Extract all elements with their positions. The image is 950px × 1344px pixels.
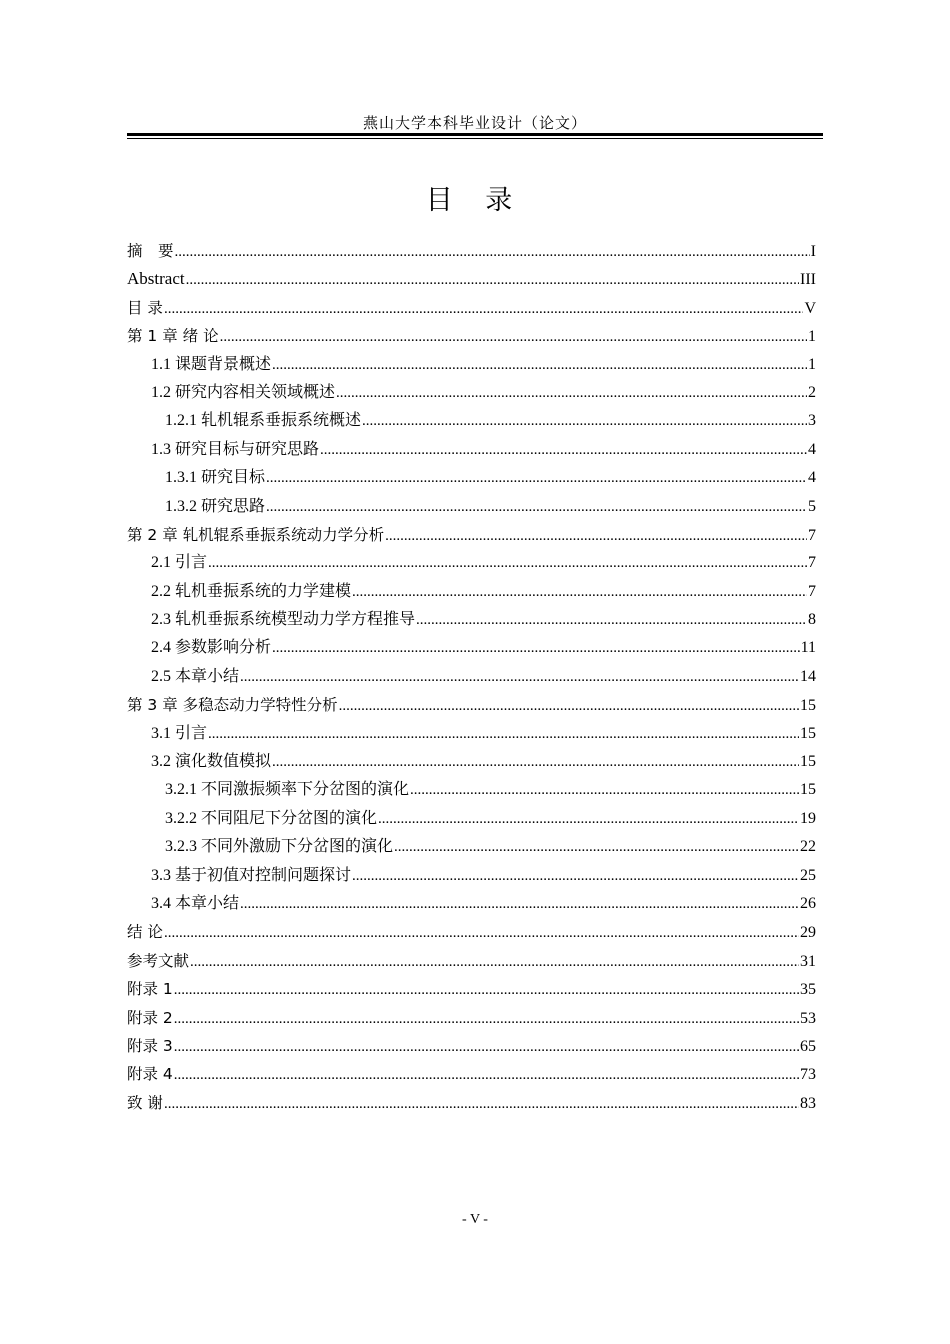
toc-leader-dots — [336, 379, 807, 407]
toc-entry-page: 25 — [800, 866, 816, 884]
toc-entry-page: 11 — [800, 639, 816, 657]
toc-leader-dots — [164, 918, 799, 947]
toc-entry-label: 摘 要 — [127, 242, 174, 260]
toc-entry[interactable] — [127, 237, 816, 265]
toc-entry-label: Abstract — [127, 269, 185, 289]
toc-entry-label: 3.3 基于初值对控制问题探讨 — [151, 866, 352, 884]
toc-entry-page: 26 — [800, 894, 816, 912]
toc-leader-dots — [220, 322, 807, 351]
toc-leader-dots — [266, 493, 807, 521]
toc-entry-page: 35 — [800, 981, 816, 999]
toc-leader-dots — [394, 833, 799, 861]
toc-entry-label: 附录 4 — [127, 1065, 173, 1084]
toc-entry-page: 15 — [800, 697, 816, 715]
toc-entry[interactable] — [127, 1060, 816, 1088]
toc-entry-label: 3.2.2 不同阻尼下分岔图的演化 — [165, 809, 378, 827]
toc-entry[interactable] — [127, 776, 816, 804]
toc-entry[interactable] — [127, 947, 816, 975]
toc-entry-page: 65 — [800, 1037, 816, 1055]
toc-entry-page: 7 — [808, 526, 816, 544]
toc-leader-dots — [362, 407, 807, 435]
toc-entry-page: 53 — [800, 1009, 816, 1027]
toc-leader-dots — [272, 634, 800, 662]
page-title: 目 录 — [425, 185, 525, 216]
toc-entry-page: 19 — [800, 809, 816, 827]
toc-entry[interactable] — [127, 862, 816, 890]
toc-entry-label: 1.3.1 研究目标 — [165, 469, 266, 487]
toc-entry-page: 31 — [800, 952, 816, 970]
toc-entry[interactable] — [127, 493, 816, 521]
header-rule-thick — [127, 133, 823, 136]
toc-entry-label: 第 2 章 轧机辊系垂振系统动力学分析 — [127, 525, 385, 544]
toc-entry-label: 3.2.1 不同激振频率下分岔图的演化 — [165, 781, 410, 799]
toc-entry[interactable] — [127, 265, 816, 293]
toc-entry-page: 15 — [800, 781, 816, 799]
toc-entry-label: 3.2.3 不同外激励下分岔图的演化 — [165, 838, 394, 856]
toc-entry[interactable] — [127, 663, 816, 691]
toc-entry-label: 2.4 参数影响分析 — [151, 639, 272, 657]
toc-entry[interactable] — [127, 1032, 816, 1060]
toc-entry[interactable] — [127, 407, 816, 435]
toc-entry-label: 第 1 章 绪 论 — [127, 327, 219, 346]
toc-entry[interactable] — [127, 464, 816, 492]
toc-leader-dots — [164, 294, 804, 323]
toc-entry-page: 3 — [808, 412, 816, 430]
toc-entry[interactable] — [127, 1004, 816, 1032]
toc-entry-page: 4 — [808, 469, 816, 487]
toc-leader-dots — [174, 1004, 799, 1033]
toc-entry[interactable] — [127, 975, 816, 1003]
toc-entry[interactable] — [127, 294, 816, 322]
toc-entry-label: 1.3.2 研究思路 — [165, 497, 266, 515]
page-number: - V - — [462, 1212, 488, 1227]
toc-entry-label: 附录 1 — [127, 980, 173, 999]
toc-leader-dots — [352, 862, 799, 890]
toc-entry[interactable] — [127, 1089, 816, 1117]
toc-entry[interactable] — [127, 833, 816, 861]
toc-entry-page: 83 — [800, 1094, 816, 1112]
toc-leader-dots — [175, 237, 810, 266]
toc-entry-page: 5 — [808, 497, 816, 515]
toc-leader-dots — [240, 890, 799, 918]
toc-leader-dots — [385, 521, 807, 550]
toc-leader-dots — [352, 578, 807, 606]
toc-leader-dots — [208, 720, 799, 748]
toc-entry[interactable] — [127, 691, 816, 719]
toc-entry-page: 2 — [808, 383, 816, 401]
toc-entry-label: 2.5 本章小结 — [151, 667, 240, 685]
toc-leader-dots — [272, 351, 807, 379]
toc-entry-page: 73 — [800, 1066, 816, 1084]
toc-leader-dots — [378, 805, 799, 833]
toc-entry[interactable] — [127, 890, 816, 918]
toc-entry[interactable] — [127, 436, 816, 464]
toc-leader-dots — [174, 1032, 799, 1061]
toc-entry-label: 2.1 引言 — [151, 554, 208, 572]
toc-entry[interactable] — [127, 918, 816, 946]
toc-leader-dots — [174, 975, 799, 1004]
toc-leader-dots — [240, 663, 799, 691]
toc-leader-dots — [320, 436, 807, 464]
toc-entry-page: 1 — [808, 355, 816, 373]
running-header: 燕山大学本科毕业设计（论文） — [362, 116, 587, 132]
toc-entry-label: 3.2 演化数值模拟 — [151, 753, 272, 771]
toc-entry-page: III — [800, 271, 816, 289]
toc-entry-label: 参考文献 — [127, 951, 190, 970]
toc-entry[interactable] — [127, 805, 816, 833]
toc-entry-page: 7 — [808, 582, 816, 600]
toc-entry-label: 1.3 研究目标与研究思路 — [151, 440, 320, 458]
toc-entry-page: 1 — [808, 328, 816, 346]
toc-entry-page: I — [810, 243, 816, 260]
toc-entry[interactable] — [127, 322, 816, 350]
toc-entry[interactable] — [127, 606, 816, 634]
toc-leader-dots — [174, 1060, 799, 1089]
toc-leader-dots — [186, 265, 799, 294]
toc-entry[interactable] — [127, 521, 816, 549]
toc-leader-dots — [410, 776, 799, 804]
toc-entry-label: 附录 3 — [127, 1036, 173, 1055]
toc-entry-label: 致 谢 — [127, 1093, 163, 1112]
toc-entry-label: 1.2 研究内容相关领域概述 — [151, 383, 336, 401]
toc-entry[interactable] — [127, 379, 816, 407]
toc-entry-label: 2.3 轧机垂振系统模型动力学方程推导 — [151, 611, 416, 629]
toc-entry-label: 2.2 轧机垂振系统的力学建模 — [151, 582, 352, 600]
toc-leader-dots — [190, 947, 799, 976]
toc-entry-page: 8 — [808, 611, 816, 629]
toc-leader-dots — [272, 748, 799, 776]
table-of-contents — [127, 237, 816, 1117]
toc-entry-label: 1.1 课题背景概述 — [151, 355, 272, 373]
toc-entry[interactable] — [127, 578, 816, 606]
toc-entry-page: 29 — [800, 924, 816, 942]
toc-entry-label: 1.2.1 轧机辊系垂振系统概述 — [165, 412, 362, 430]
toc-entry[interactable] — [127, 549, 816, 577]
toc-entry[interactable] — [127, 720, 816, 748]
toc-entry-page: V — [804, 299, 816, 317]
toc-leader-dots — [208, 549, 807, 577]
toc-entry[interactable] — [127, 748, 816, 776]
toc-leader-dots — [164, 1089, 799, 1118]
toc-leader-dots — [416, 606, 807, 634]
toc-entry-label: 3.1 引言 — [151, 724, 208, 742]
toc-entry[interactable] — [127, 351, 816, 379]
toc-entry-page: 4 — [808, 440, 816, 458]
toc-leader-dots — [339, 691, 799, 720]
toc-entry-label: 结 论 — [127, 923, 163, 942]
toc-entry-page: 14 — [800, 667, 816, 685]
toc-entry-page: 15 — [800, 724, 816, 742]
toc-entry-page: 15 — [800, 753, 816, 771]
toc-entry[interactable] — [127, 634, 816, 662]
toc-entry-page: 22 — [800, 838, 816, 856]
toc-leader-dots — [266, 464, 807, 492]
toc-entry-page: 7 — [808, 554, 816, 572]
toc-entry-label: 3.4 本章小结 — [151, 894, 240, 912]
toc-entry-label: 附录 2 — [127, 1008, 173, 1027]
toc-entry-label: 目 录 — [127, 298, 163, 317]
toc-entry-label: 第 3 章 多稳态动力学特性分析 — [127, 696, 338, 715]
header-rule-thin — [127, 138, 823, 139]
